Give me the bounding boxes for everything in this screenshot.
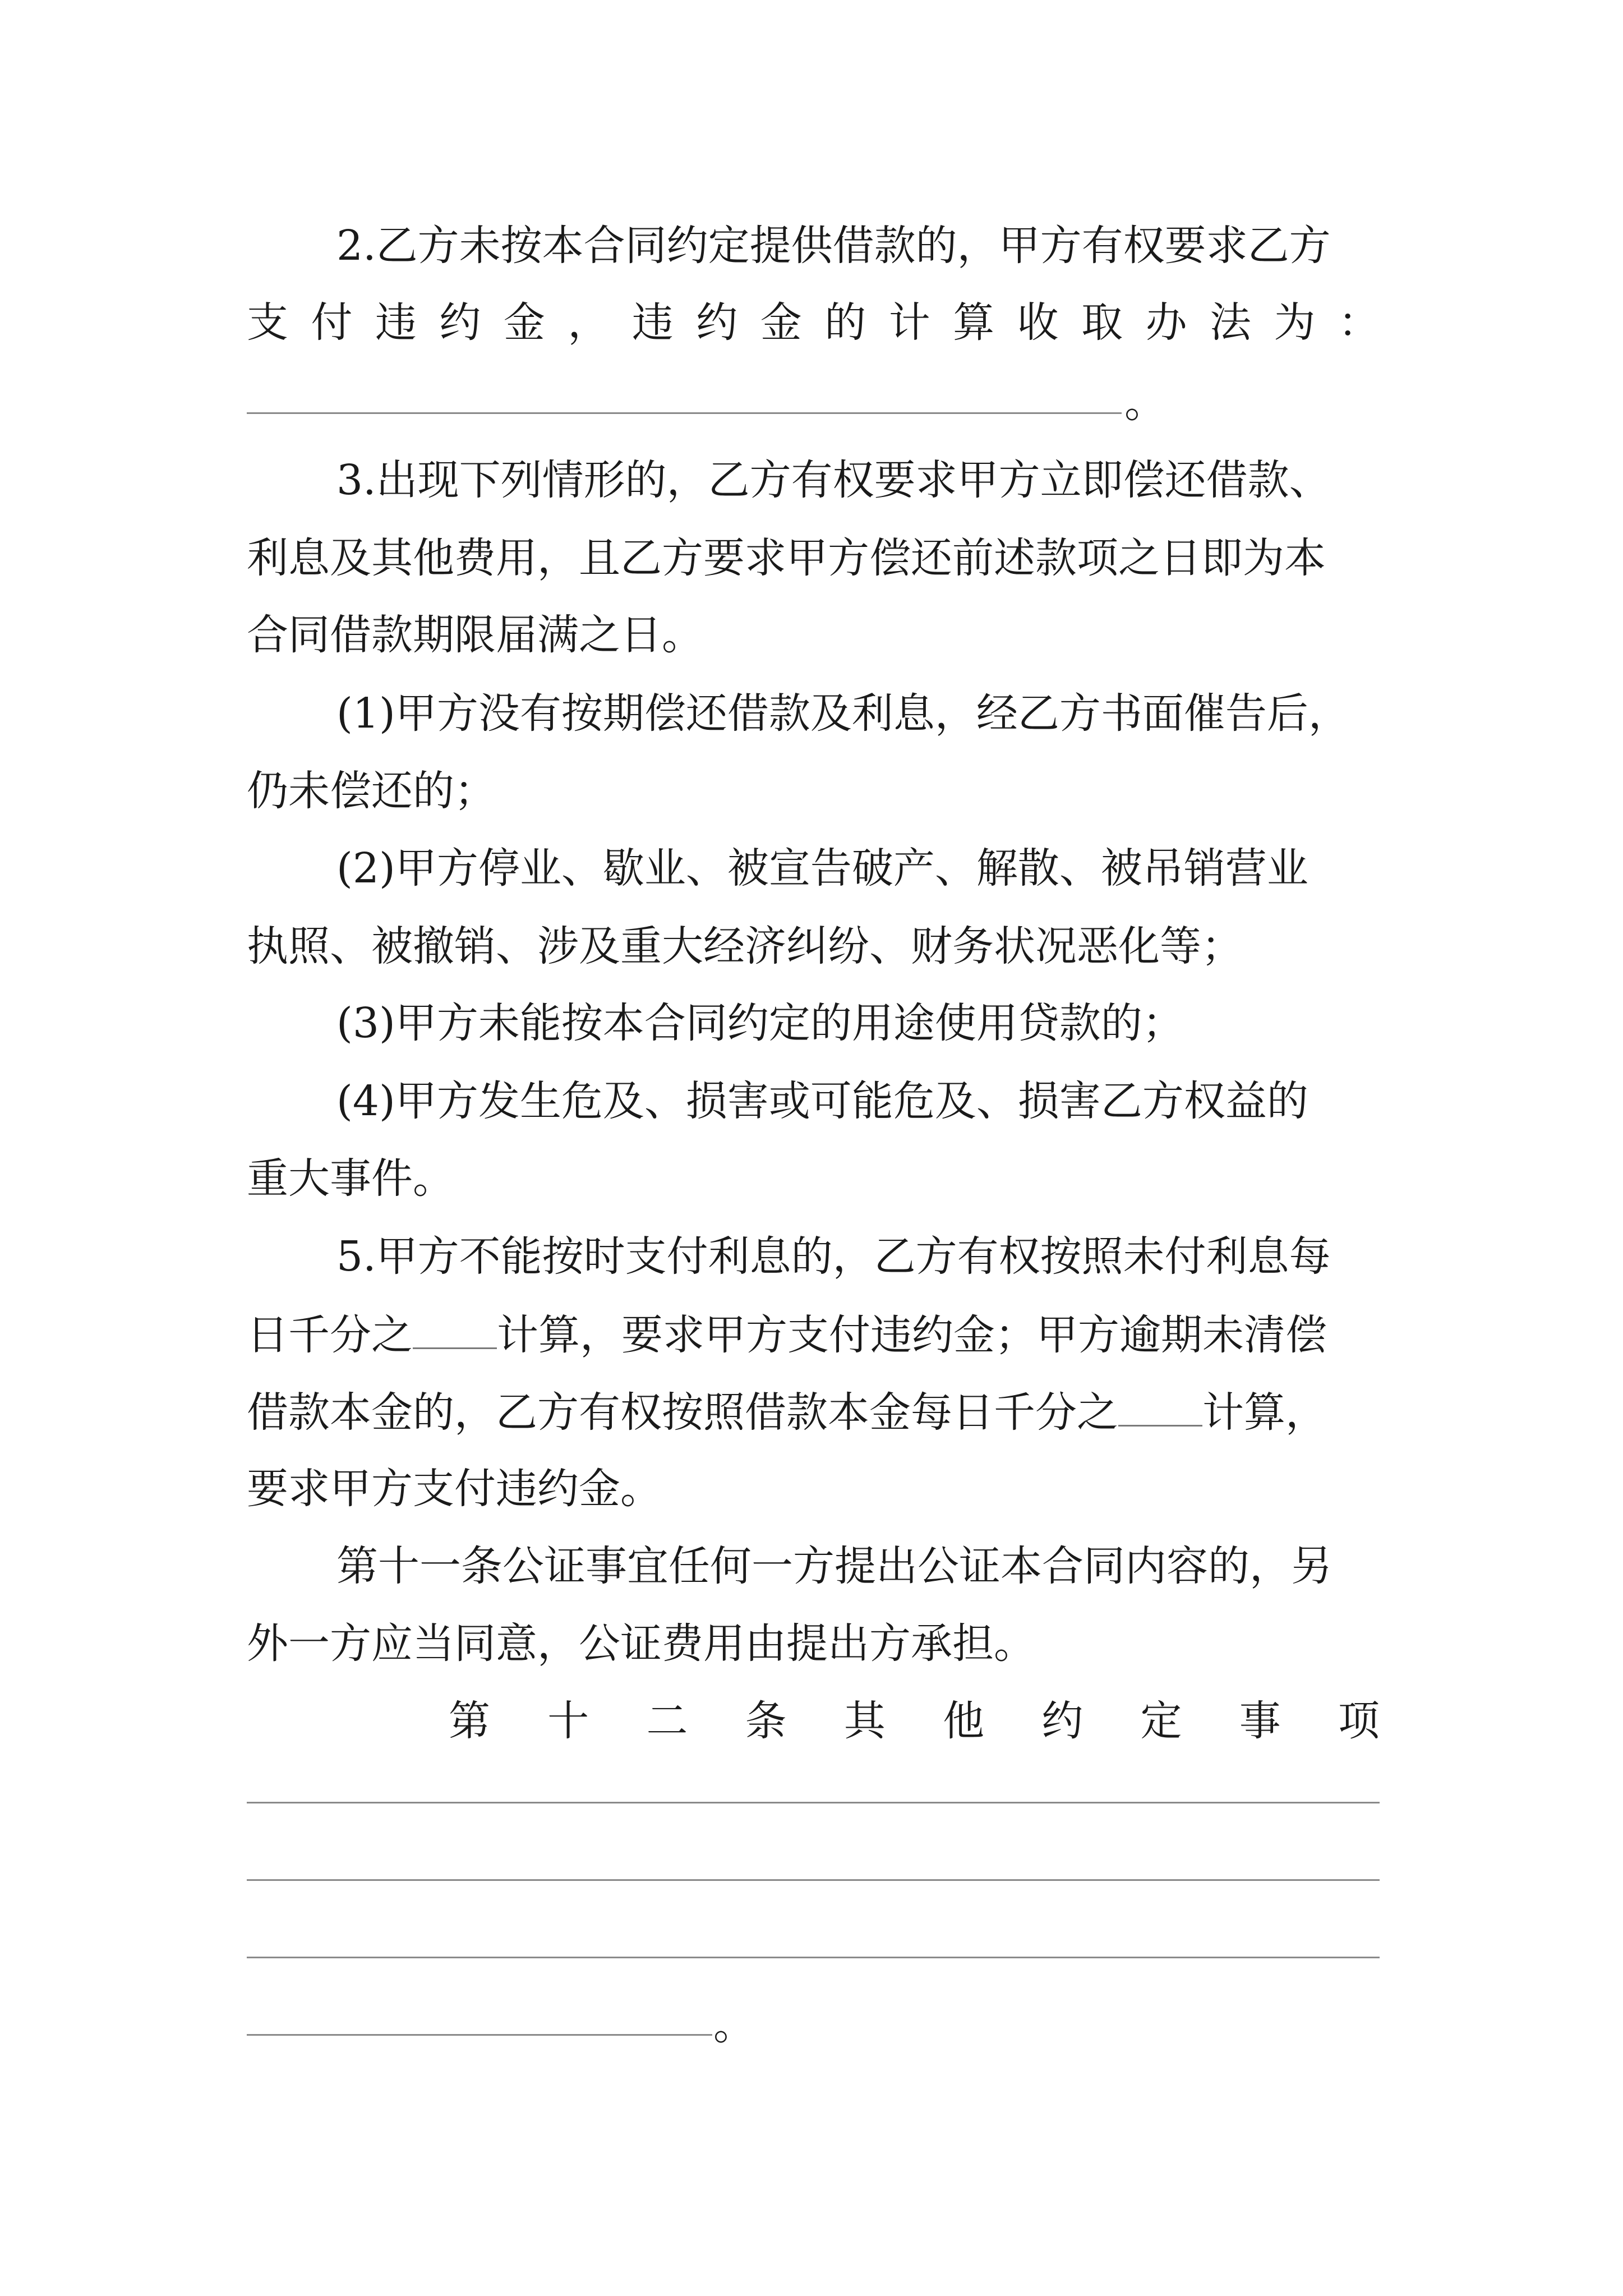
clause-2-line-2-char: 的 bbox=[824, 298, 866, 347]
clause-2-line-2-char: 金 bbox=[760, 298, 802, 347]
item-2-line-1: (2)甲方停业、歇业、被宣告破产、解散、被吊销营业 bbox=[336, 844, 1308, 892]
blank-line-3 bbox=[247, 1957, 1380, 1958]
clause-2-line-2-char: 计 bbox=[888, 298, 930, 347]
article-11-line-1: 第十一条公证事宜任何一方提出公证本合同内容的，另 bbox=[336, 1542, 1332, 1590]
clause-2-line-2-char: 为 bbox=[1274, 298, 1316, 347]
item-1-line-2: 仍未偿还的； bbox=[247, 767, 496, 815]
item-3-line-1: (3)甲方未能按本合同约定的用途使用贷款的； bbox=[336, 999, 1184, 1047]
article-12-heading-char: 二 bbox=[646, 1697, 688, 1745]
clause-2-line-2-char: 违 bbox=[631, 298, 674, 347]
clause-5-line-1: 5.甲方不能按时支付利息的，乙方有权按照未付利息每 bbox=[336, 1232, 1331, 1281]
item-2-line-2: 执照、被撤销、涉及重大经济纠纷、财务状况恶化等； bbox=[247, 922, 1243, 970]
blank-line-1 bbox=[247, 1802, 1380, 1803]
article-12-heading-char: 第 bbox=[449, 1697, 490, 1745]
article-12-heading-char: 条 bbox=[745, 1697, 787, 1745]
clause-5-line-2 bbox=[247, 1306, 1380, 1363]
clause-2-line-2-char: 取 bbox=[1081, 298, 1123, 347]
rate-blank-2 bbox=[1118, 1383, 1202, 1427]
rate-blank-1 bbox=[413, 1306, 497, 1349]
clause-2-line-2-char: 金 bbox=[503, 298, 545, 347]
clause-2-line-2-char: 收 bbox=[1017, 298, 1059, 347]
clause-5-line-3 bbox=[247, 1383, 1380, 1441]
clause-2-line-2-char: ， bbox=[568, 298, 610, 347]
article-12-heading bbox=[449, 1693, 1380, 1749]
clause-5-line-3-text-a: 借款本金的，乙方有权按照借款本金每日千分之 bbox=[247, 1388, 1118, 1437]
article-12-heading-char: 其 bbox=[843, 1697, 886, 1745]
clause-2-line-3-tail: 。 bbox=[1124, 379, 1166, 427]
article-12-heading-char: 十 bbox=[547, 1697, 589, 1745]
clause-5-line-2-text-b: 计算，要求甲方支付违约金；甲方逾期未清偿 bbox=[497, 1311, 1327, 1359]
article-12-heading-char: 项 bbox=[1338, 1697, 1380, 1745]
clause-2-line-2-char: 违 bbox=[375, 298, 417, 347]
clause-2-line-2-char: 法 bbox=[1210, 298, 1252, 347]
clause-2-line-1: 2.乙方未按本合同约定提供借款的，甲方有权要求乙方 bbox=[336, 222, 1331, 270]
clause-2-line-2-char: 算 bbox=[953, 298, 995, 347]
clause-3-line-1: 3.出现下列情形的，乙方有权要求甲方立即偿还借款、 bbox=[336, 456, 1331, 504]
article-12-heading-char: 约 bbox=[1041, 1697, 1083, 1745]
article-12-tail: 。 bbox=[713, 2001, 755, 2049]
fill-in-blank-line bbox=[247, 412, 1122, 414]
article-12-heading-char: 事 bbox=[1239, 1697, 1281, 1745]
clause-2-line-2-char: 付 bbox=[311, 298, 353, 347]
item-1-line-1: (1)甲方没有按期偿还借款及利息，经乙方书面催告后， bbox=[336, 689, 1350, 738]
article-12-heading-char: 他 bbox=[943, 1697, 985, 1745]
clause-2-line-2-char: 约 bbox=[696, 298, 738, 347]
clause-2-line-2 bbox=[247, 295, 1380, 351]
blank-line-2 bbox=[247, 1879, 1380, 1881]
blank-line-4 bbox=[247, 2034, 712, 2036]
item-4-line-2: 重大事件。 bbox=[247, 1154, 454, 1203]
clause-2-line-2-char: ： bbox=[1338, 298, 1380, 347]
clause-3-line-2: 利息及其他费用，且乙方要求甲方偿还前述款项之日即为本 bbox=[247, 534, 1326, 582]
clause-2-line-2-char: 支 bbox=[247, 298, 288, 347]
clause-3-line-3: 合同借款期限届满之日。 bbox=[247, 611, 703, 659]
item-4-line-1: (4)甲方发生危及、损害或可能危及、损害乙方权益的 bbox=[336, 1077, 1308, 1125]
clause-5-line-4: 要求甲方支付违约金。 bbox=[247, 1465, 662, 1513]
clause-5-line-2-text-a: 日千分之 bbox=[247, 1311, 413, 1359]
article-12-heading-char: 定 bbox=[1140, 1697, 1182, 1745]
article-11-line-2: 外一方应当同意，公证费用由提出方承担。 bbox=[247, 1619, 1035, 1668]
clause-2-line-2-char: 办 bbox=[1145, 298, 1187, 347]
clause-5-line-3-text-b: 计算， bbox=[1202, 1388, 1327, 1437]
clause-2-line-2-char: 约 bbox=[439, 298, 481, 347]
